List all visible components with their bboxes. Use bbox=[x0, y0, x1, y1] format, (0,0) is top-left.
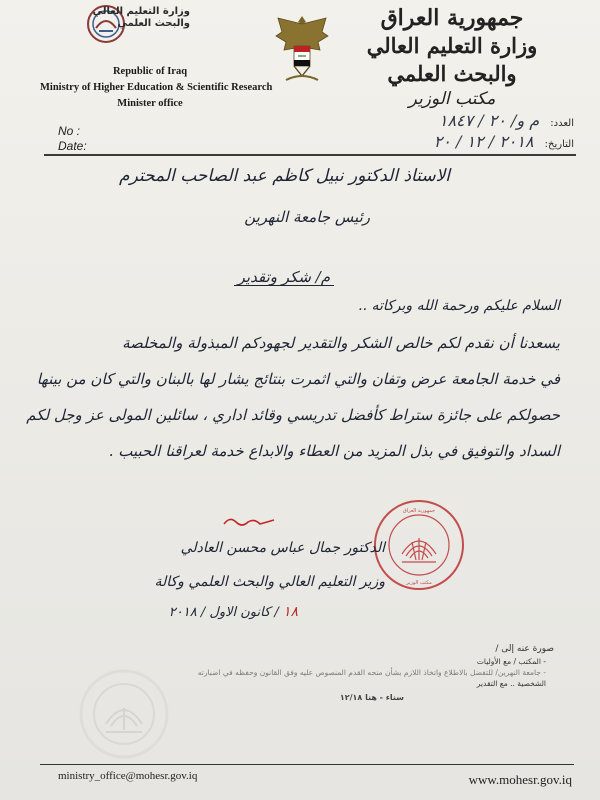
header-en-line: Ministry of Higher Education & Scientific Research bbox=[40, 82, 273, 93]
cc-item: - جامعة النهرين/ للتفضل بالاطلاع واتخاذ اللازم بشأن منحه القدم المنصوص عليه وفق القانون وحفظه في اضبارته bbox=[197, 668, 546, 677]
signature-icon bbox=[220, 512, 280, 530]
header-divider bbox=[44, 154, 576, 156]
header-ar-ministry: وزارة التعليم العالي والبحث العلمي bbox=[366, 33, 538, 86]
arabic-header bbox=[332, 4, 572, 110]
reference-block bbox=[434, 112, 574, 154]
svg-text:مكتب الوزير: مكتب الوزير bbox=[406, 580, 432, 586]
body-line: في خدمة الجامعة عرض وتفان والتي اثمرت بنتائج يشار لها بالبنان والتي كان من بينها bbox=[36, 370, 560, 388]
body-line: يسعدنا أن نقدم لكم خالص الشكر والتقدير لجهودكم المبذولة والمخلصة bbox=[122, 334, 560, 352]
recipient-title: رئيس جامعة النهرين bbox=[244, 208, 370, 226]
signature-date-rest: / كانون الاول / ٢٠١٨ bbox=[168, 605, 279, 620]
footer-divider bbox=[40, 764, 574, 765]
cc-item: الشخصية .. مع التقدير bbox=[476, 679, 546, 688]
ref-number-label: العدد: bbox=[550, 118, 574, 129]
signatory-title: وزير التعليم العالي والبحث العلمي وكالة bbox=[154, 574, 385, 590]
ref-number-value: م و/ ٢٠ / ١٨٤٧ bbox=[438, 111, 540, 130]
ref-date-label: التاريخ: bbox=[544, 139, 574, 150]
header-en-line: Minister office bbox=[117, 98, 183, 109]
body-line: حصولكم على جائزة ستراط كأفضل تدريسي وقائد اداري ، سائلين المولى عز وجل لكم bbox=[26, 406, 560, 424]
official-seal-icon bbox=[372, 498, 466, 592]
svg-text:جمهورية العراق: جمهورية العراق bbox=[402, 508, 436, 514]
letter-subject: م/ شكر وتقدير bbox=[237, 268, 330, 286]
signature-date bbox=[169, 604, 298, 620]
signature-date-day: ١٨ bbox=[282, 604, 298, 620]
recipient-name: الاستاذ الدكتور نبيل كاظم عبد الصاحب المحترم bbox=[119, 166, 450, 186]
header-ar-office: مكتب الوزير bbox=[408, 89, 496, 109]
cc-title: صورة عنه إلى / bbox=[495, 644, 554, 654]
signatory-name: الدكتور جمال عباس محسن العادلي bbox=[180, 540, 385, 556]
no-label: No : bbox=[58, 124, 81, 138]
footer-website: www.mohesr.gov.iq bbox=[468, 772, 572, 787]
ministry-logo-text bbox=[92, 6, 190, 30]
body-line: السداد والتوفيق في بذل المزيد من العطاء والابداع خدمة لعراقنا الحبيب . bbox=[108, 442, 560, 460]
logo-text-line: والبحث العلمي bbox=[117, 18, 190, 29]
letter-greeting: السلام عليكم ورحمة الله وبركاته .. bbox=[358, 298, 560, 314]
ref-date-value: ٢٠١٨ / ١٢ / ٢٠ bbox=[433, 132, 534, 151]
embossed-stamp-icon bbox=[78, 668, 170, 760]
header-ar-republic: جمهورية العراق bbox=[380, 5, 524, 31]
no-date-labels bbox=[58, 124, 87, 154]
footer-email: ministry_office@mohesr.gov.iq bbox=[58, 770, 198, 782]
logo-text-line: وزارة التعليم العالي bbox=[92, 6, 190, 17]
cc-block bbox=[174, 642, 554, 707]
cc-item: - المكتب / مع الأوليات bbox=[476, 657, 546, 666]
header-en-line: Republic of Iraq bbox=[112, 66, 188, 77]
iraq-eagle-emblem-icon bbox=[272, 10, 332, 90]
english-header bbox=[40, 64, 273, 112]
date-label: Date: bbox=[58, 139, 87, 153]
cc-reference-line: سناء - هنا ١٢/١٨ bbox=[339, 693, 404, 702]
